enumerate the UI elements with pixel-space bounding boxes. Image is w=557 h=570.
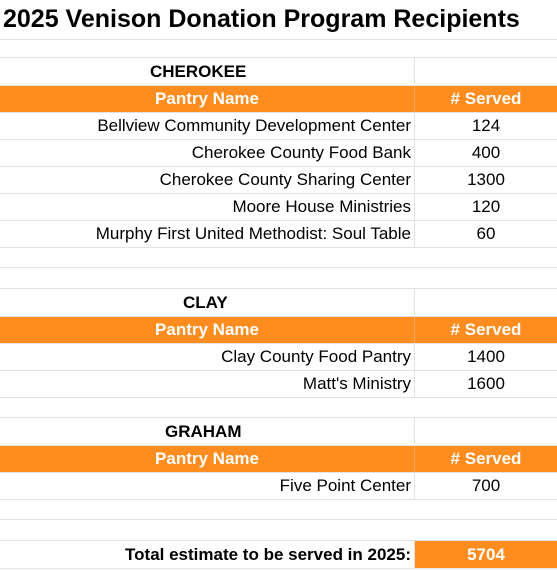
header-pantry-name[interactable]: Pantry Name: [0, 317, 415, 343]
header-pantry-name[interactable]: Pantry Name: [0, 446, 415, 472]
title-row: [0, 0, 557, 40]
table-row: [0, 140, 557, 167]
county-row: [0, 418, 557, 446]
pantry-name-cell[interactable]: Clay County Food Pantry: [0, 344, 415, 370]
empty-row: [0, 248, 557, 268]
table-row: [0, 344, 557, 371]
column-header-row: [0, 86, 557, 113]
served-cell[interactable]: 60: [476, 224, 496, 243]
table-row: [0, 194, 557, 221]
header-pantry-name[interactable]: Pantry Name: [0, 86, 415, 112]
served-cell[interactable]: 700: [471, 476, 501, 495]
header-served[interactable]: # Served: [450, 89, 522, 108]
pantry-name-cell[interactable]: Five Point Center: [0, 473, 415, 499]
table-row: [0, 167, 557, 194]
served-cell[interactable]: 1600: [467, 374, 505, 393]
pantry-name-cell[interactable]: Murphy First United Methodist: Soul Table: [0, 221, 415, 247]
county-label-clay[interactable]: CLAY: [0, 289, 415, 316]
table-row: [0, 371, 557, 398]
county-row: [0, 289, 557, 317]
column-header-row: [0, 446, 557, 473]
pantry-name-cell[interactable]: Cherokee County Food Bank: [0, 140, 415, 166]
county-label-graham[interactable]: GRAHAM: [0, 418, 415, 445]
pantry-name-cell[interactable]: Moore House Ministries: [0, 194, 415, 220]
total-row: [0, 541, 557, 569]
total-label[interactable]: Total estimate to be served in 2025:: [0, 541, 415, 568]
column-header-row: [0, 317, 557, 344]
table-row: [0, 113, 557, 140]
county-row: [0, 58, 557, 86]
total-value[interactable]: 5704: [415, 541, 557, 568]
page-title[interactable]: 2025 Venison Donation Program Recipients: [3, 5, 520, 33]
empty-row: [0, 520, 557, 541]
pantry-name-cell[interactable]: Bellview Community Development Center: [0, 113, 415, 139]
served-cell[interactable]: 1300: [467, 170, 505, 189]
served-cell[interactable]: 1400: [467, 347, 505, 366]
header-served[interactable]: # Served: [450, 320, 522, 339]
county-label-cherokee[interactable]: CHEROKEE: [0, 58, 415, 85]
empty-row: [0, 500, 557, 520]
served-cell[interactable]: 400: [471, 143, 501, 162]
table-row: [0, 473, 557, 500]
pantry-name-cell[interactable]: Matt's Ministry: [0, 371, 415, 397]
served-cell[interactable]: 124: [471, 116, 501, 135]
empty-row: [0, 268, 557, 289]
empty-row: [0, 398, 557, 418]
header-served[interactable]: # Served: [450, 449, 522, 468]
table-row: [0, 221, 557, 248]
pantry-name-cell[interactable]: Cherokee County Sharing Center: [0, 167, 415, 193]
empty-row: [0, 40, 557, 58]
served-cell[interactable]: 120: [471, 197, 501, 216]
